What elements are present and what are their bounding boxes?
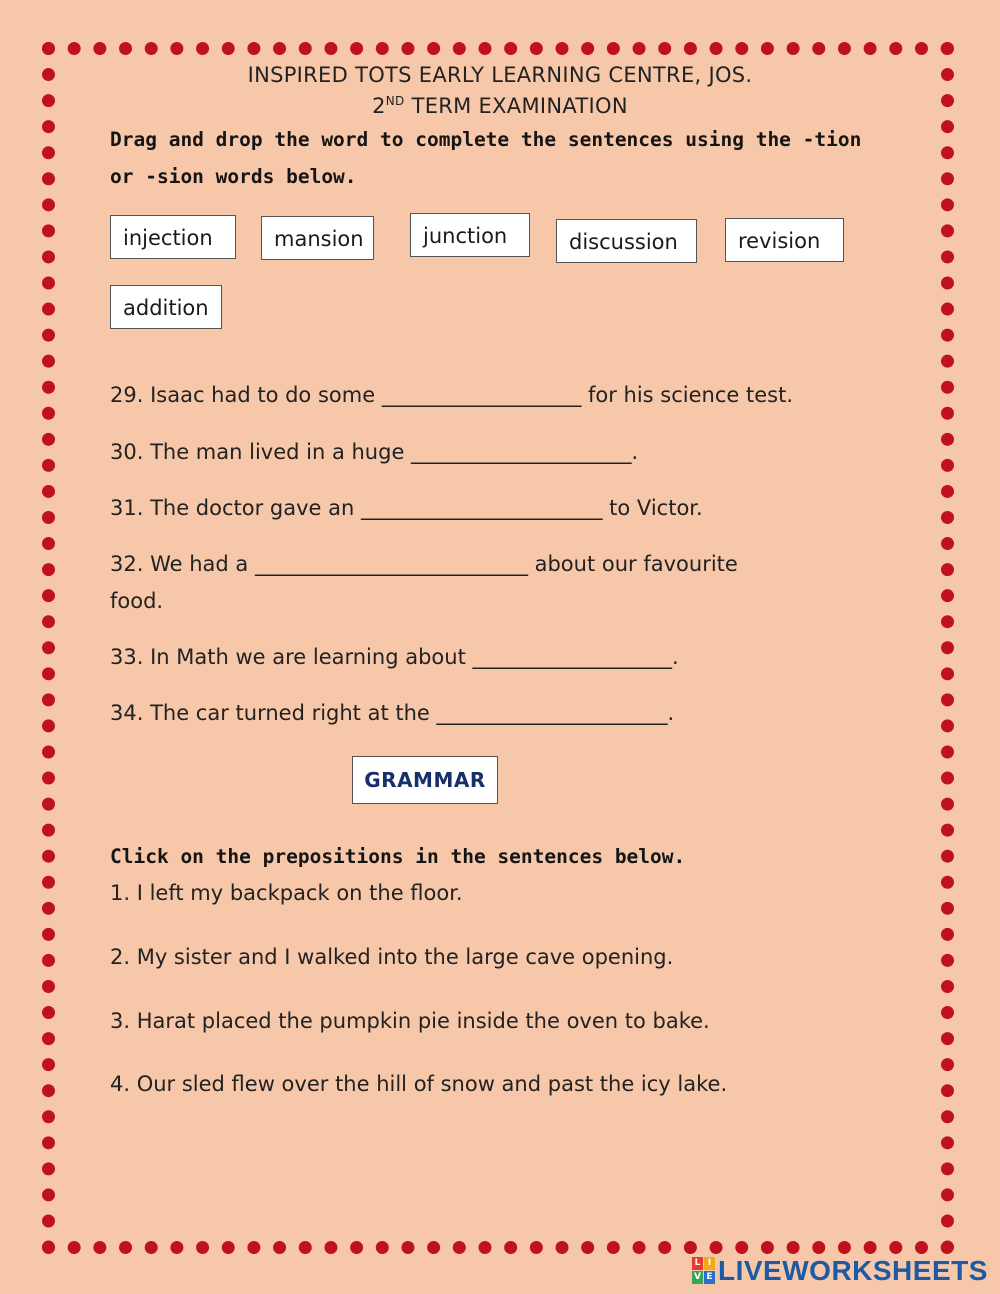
question-30: 30. The man lived in a huge _____________________. xyxy=(110,440,639,464)
question-32-continued: food. xyxy=(110,589,164,613)
grammar-heading: GRAMMAR xyxy=(352,756,498,804)
drag-instruction-line1: Drag and drop the word to complete the sentences using the -tion xyxy=(110,128,862,151)
preposition-sentence-1[interactable]: 1. I left my backpack on the floor. xyxy=(110,881,463,905)
word-tile-revision[interactable]: revision xyxy=(725,218,844,262)
question-31: 31. The doctor gave an _______________________ to Victor. xyxy=(110,496,703,520)
word-tile-junction[interactable]: junction xyxy=(410,213,530,257)
liveworksheets-logo xyxy=(692,1254,988,1288)
preposition-instruction: Click on the prepositions in the sentences below. xyxy=(110,845,686,868)
answer-blank[interactable]: __________________________ xyxy=(254,552,528,576)
answer-blank[interactable]: ___________________ xyxy=(381,383,582,407)
word-tile-discussion[interactable]: discussion xyxy=(556,219,697,263)
answer-blank[interactable]: _______________________ xyxy=(361,496,603,520)
liveworksheets-wordmark: LIVEWORKSHEETS xyxy=(718,1255,988,1286)
word-tile-mansion[interactable]: mansion xyxy=(261,216,374,260)
word-tile-injection[interactable]: injection xyxy=(110,215,236,259)
answer-blank[interactable]: ______________________ xyxy=(436,701,668,725)
preposition-sentence-3[interactable]: 3. Harat placed the pumpkin pie inside the oven to bake. xyxy=(110,1009,710,1033)
school-name: INSPIRED TOTS EARLY LEARNING CENTRE, JOS. xyxy=(247,63,753,87)
question-33: 33. In Math we are learning about ___________________. xyxy=(110,645,679,669)
answer-blank[interactable]: ___________________ xyxy=(472,645,672,669)
preposition-sentence-2[interactable]: 2. My sister and I walked into the large cave opening. xyxy=(110,945,674,969)
drag-instruction-line2: or -sion words below. xyxy=(110,165,357,188)
answer-blank[interactable]: _____________________ xyxy=(411,440,632,464)
question-29: 29. Isaac had to do some ___________________ for his science test. xyxy=(110,383,793,407)
question-34: 34. The car turned right at the ______________________. xyxy=(110,701,675,725)
question-32: 32. We had a __________________________ about our favourite xyxy=(110,552,738,576)
liveworksheets-mark-icon: L I V E xyxy=(692,1257,716,1285)
word-tile-addition[interactable]: addition xyxy=(110,285,222,329)
exam-title: 2ND TERM EXAMINATION xyxy=(372,94,628,118)
preposition-sentence-4[interactable]: 4. Our sled flew over the hill of snow and past the icy lake. xyxy=(110,1072,728,1096)
